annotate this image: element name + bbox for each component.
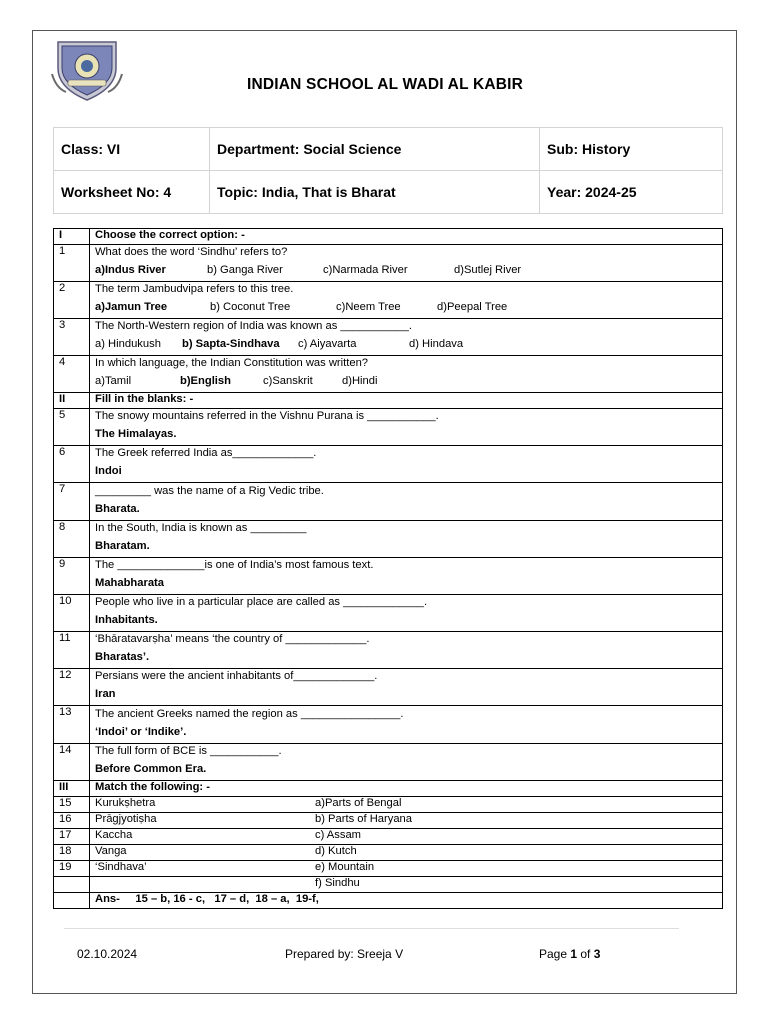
footer-divider xyxy=(64,928,679,929)
question-row: 3 The North-Western region of India was known as ___________. a) Hindukush b) Sapta-Sindhava c) Aiyavarta d) Hindava xyxy=(54,319,723,356)
footer-page-number: Page 1 of 3 xyxy=(539,947,601,961)
question-row: 11 ‘Bhāratavarṣha’ means ‘the country of _____________. Bharatas’. xyxy=(54,632,723,669)
match-row: f) Sindhu xyxy=(54,877,723,893)
question-text: People who live in a particular place are called as _____________. xyxy=(95,596,428,608)
question-row: 14 The full form of BCE is ___________. Before Common Era. xyxy=(54,744,723,781)
header-info-table xyxy=(53,127,723,214)
match-row: 19 ‘Sindhava’ e) Mountain xyxy=(54,861,723,877)
question-row: 7 _________ was the name of a Rig Vedic tribe. Bharata. xyxy=(54,483,723,521)
question-text: The Greek referred India as_____________. xyxy=(95,447,317,459)
options: a)Jamun Tree b) Coconut Tree c)Neem Tree d)Peepal Tree xyxy=(95,301,508,313)
answer-text: Mahabharata xyxy=(95,577,165,589)
question-row: 13 The ancient Greeks named the region as ________________. ‘Indoi’ or ‘Indike’. xyxy=(54,706,723,744)
options: a)Tamil b)English c)Sanskrit d)Hindi xyxy=(95,375,378,387)
section-heading: I Choose the correct option: - xyxy=(54,229,723,245)
school-name: INDIAN SCHOOL AL WADI AL KABIR xyxy=(246,76,524,93)
question-row: 12 Persians were the ancient inhabitants of_____________. Iran xyxy=(54,669,723,706)
section-heading: III Match the following: - xyxy=(54,781,723,797)
answer-text: Bharatas’. xyxy=(95,651,150,663)
match-row: 17 Kaccha c) Assam xyxy=(54,829,723,845)
answer-text: Bharatam. xyxy=(95,540,150,552)
answer-text: Indoi xyxy=(95,465,122,477)
question-row: 2 The term Jambudvipa refers to this tree. a)Jamun Tree b) Coconut Tree c)Neem Tree d)Peepal Tree xyxy=(54,282,723,319)
answer-text: ‘Indoi’ or ‘Indike’. xyxy=(95,726,187,738)
answer-text: Before Common Era. xyxy=(95,763,207,775)
options: a) Hindukush b) Sapta-Sindhava c) Aiyavarta d) Hindava xyxy=(95,338,464,350)
question-text: The ______________is one of India’s most famous text. xyxy=(95,559,374,571)
topic-cell: Topic: India, That is Bharat xyxy=(210,171,540,214)
section-heading: II Fill in the blanks: - xyxy=(54,393,723,409)
year-cell: Year: 2024-25 xyxy=(540,171,723,214)
question-row: 1 What does the word ‘Sindhu’ refers to? a)Indus River b) Ganga River c)Narmada River d)Sutlej River xyxy=(54,245,723,282)
answer-text: Iran xyxy=(95,688,116,700)
question-row: 4 In which language, the Indian Constitution was written? a)Tamil b)English c)Sanskrit d)Hindi xyxy=(54,356,723,393)
question-text: _________ was the name of a Rig Vedic tribe. xyxy=(95,485,324,497)
question-text: The snowy mountains referred in the Vishnu Purana is ___________. xyxy=(95,410,439,422)
footer-date: 02.10.2024 xyxy=(77,947,138,961)
answer-text: Inhabitants. xyxy=(95,614,158,626)
worksheet-cell: Worksheet No: 4 xyxy=(54,171,210,214)
question-text: The North-Western region of India was known as ___________. xyxy=(95,320,412,332)
question-text: Persians were the ancient inhabitants of_____________. xyxy=(95,670,378,682)
question-text: ‘Bhāratavarṣha’ means ‘the country of _____________. xyxy=(95,633,370,645)
question-text: What does the word ‘Sindhu’ refers to? xyxy=(95,246,288,258)
question-text: The full form of BCE is ___________. xyxy=(95,745,282,757)
match-row: 16 Prāgjyotiṣha b) Parts of Haryana xyxy=(54,813,723,829)
options: a)Indus River b) Ganga River c)Narmada River d)Sutlej River xyxy=(95,264,522,276)
question-text: In the South, India is known as _________ xyxy=(95,522,307,534)
answer-key-row xyxy=(54,893,723,909)
question-row: 8 In the South, India is known as _________ Bharatam. xyxy=(54,521,723,558)
answer-key: Ans- 15 – b, 16 - c, 17 – d, 18 – a, 19-f, xyxy=(90,893,723,909)
question-text: The ancient Greeks named the region as ________________. xyxy=(95,708,404,720)
answer-text: The Himalayas. xyxy=(95,428,177,440)
class-cell: Class: VI xyxy=(54,128,210,171)
match-row: 15 Kurukṣhetra a)Parts of Bengal xyxy=(54,797,723,813)
question-text: In which language, the Indian Constitution was written? xyxy=(95,357,369,369)
question-row: 9 The ______________is one of India’s most famous text. Mahabharata xyxy=(54,558,723,595)
question-text: The term Jambudvipa refers to this tree. xyxy=(95,283,294,295)
footer-prepared-by: Prepared by: Sreeja V xyxy=(285,947,404,961)
match-row: 18 Vanga d) Kutch xyxy=(54,845,723,861)
subject-cell: Sub: History xyxy=(540,128,723,171)
question-row: 6 The Greek referred India as_____________. Indoi xyxy=(54,446,723,483)
answer-text: Bharata. xyxy=(95,503,140,515)
question-row: 5 The snowy mountains referred in the Vishnu Purana is ___________. The Himalayas. xyxy=(54,409,723,446)
worksheet-table xyxy=(53,228,723,909)
department-cell: Department: Social Science xyxy=(210,128,540,171)
question-row: 10 People who live in a particular place are called as _____________. Inhabitants. xyxy=(54,595,723,632)
